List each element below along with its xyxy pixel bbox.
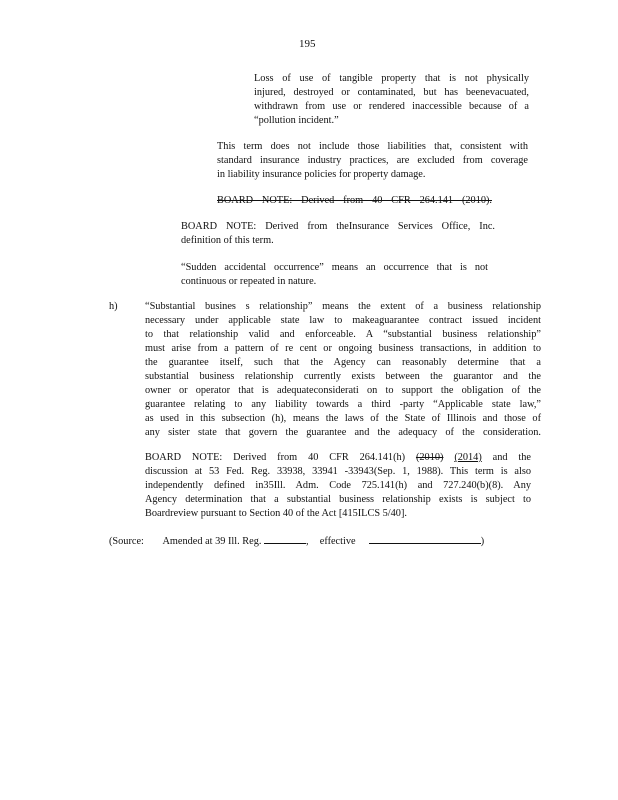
text-line: must arise from a pattern of re cent or ongoing business transactions, in addition to: [145, 343, 541, 354]
source-close: ): [480, 536, 485, 547]
text-line: continuous or repeated in nature.: [181, 276, 317, 287]
text-line: Loss of use of tangible property that is not physically: [254, 73, 529, 84]
note-text: and the: [492, 452, 531, 463]
source-open: (Source:: [109, 536, 144, 547]
note-text: BOARD NOTE: Derived from 40 CFR 264.141(h): [145, 452, 406, 463]
text-line: “Substantial busines s relationship” means the extent of a business relationship: [145, 301, 541, 312]
text-line: owner or operator that is adequateconsiderati on to support the obligation of the: [145, 385, 541, 396]
source-comma: ,: [306, 536, 309, 547]
text-line: [145, 451, 531, 465]
sudden-occurrence-definition: [181, 261, 488, 289]
source-amended: Amended at 39 Ill. Reg.: [162, 536, 262, 547]
exclusion-paragraph: [217, 140, 528, 182]
effective-date-blank: [369, 533, 481, 544]
text-line: withdrawn from use or rendered inaccessible because of a: [254, 101, 529, 112]
pollution-definition-paragraph: [254, 72, 529, 128]
register-blank: [264, 533, 306, 544]
text-line: to that relationship valid and enforceable. A “substantial business relationship”: [145, 329, 541, 340]
text-line: “Sudden accidental occurrence” means an occurrence that is not: [181, 262, 488, 273]
item-h-label: h): [109, 301, 118, 312]
text-line: This term does not include those liabilities that, consistent with: [217, 141, 528, 152]
board-note-iso: [181, 220, 495, 248]
source-line: [109, 533, 484, 549]
struck-board-note: [217, 194, 492, 208]
text-line: guarantee relating to any liability towards a third -party “Applicable state law,”: [145, 399, 541, 410]
deleted-year: (2010): [415, 452, 444, 463]
text-line: injured, destroyed or contaminated, but has beenevacuated,: [254, 87, 529, 98]
text-line: substantial business relationship currently exists between the guarantor and the: [145, 371, 541, 382]
text-line: in liability insurance policies for property damage.: [217, 169, 426, 180]
source-effective: effective: [319, 536, 356, 547]
text-line: definition of this term.: [181, 235, 274, 246]
text-line: “pollution incident.”: [254, 115, 339, 126]
text-line: Agency determination that a substantial business relationship exists is subject to: [145, 494, 531, 505]
text-line: the guarantee itself, such that the Agency can reasonably determine that a: [145, 357, 541, 368]
text-line: independently defined in35Ill. Adm. Code 725.141(h) and 727.240(b)(8). Any: [145, 480, 531, 491]
text-line: discussion at 53 Fed. Reg. 33938, 33941 -33943(Sep. 1, 1988). This term is also: [145, 466, 531, 477]
text-line: necessary under applicable state law to makeaguarantee contract issued incident: [145, 315, 541, 326]
board-note-h: [145, 451, 531, 521]
text-line: any sister state that govern the guarantee and the adequacy of the consideration.: [145, 427, 541, 438]
text-line: BOARD NOTE: Derived from theInsurance Services Office, Inc.: [181, 221, 495, 232]
struck-text: BOARD NOTE: Derived from 40 CFR 264.141 (2010).: [217, 195, 492, 206]
inserted-year: (2014): [454, 452, 482, 463]
text-line: as used in this subsection (h), means the laws of the State of Illinois and those of: [145, 413, 541, 424]
text-line: Boardreview pursuant to Section 40 of the Act [415ILCS 5/40].: [145, 508, 407, 519]
text-line: standard insurance industry practices, are excluded from coverage: [217, 155, 528, 166]
substantial-business-relationship-definition: [145, 300, 541, 440]
page-number: 195: [299, 38, 316, 50]
